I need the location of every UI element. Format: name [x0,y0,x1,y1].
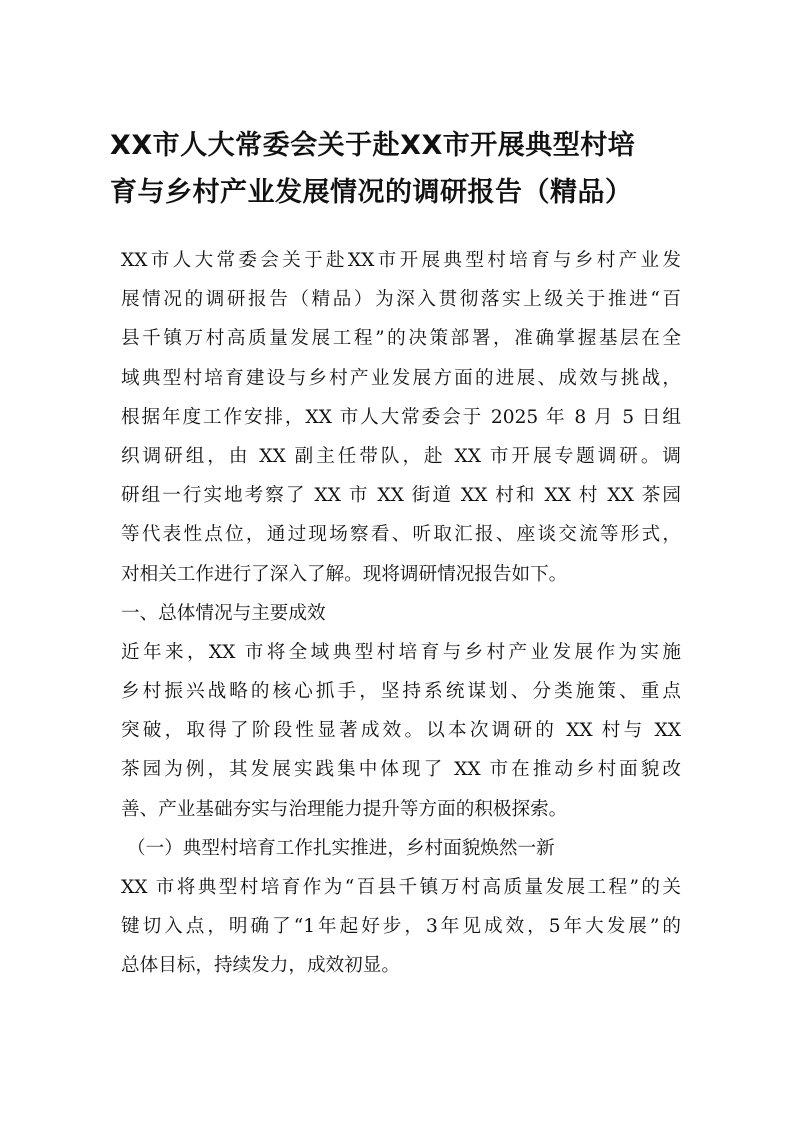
text-line: 键切入点，明确了“1年起好步，3年见成效，5年大发展”的 [121,916,681,938]
text-line: XX 市将典型村培育作为“百县千镇万村高质量发展工程”的关 [121,877,681,898]
intro-paragraph [121,241,681,594]
text-line: 根据年度工作安排，XX 市人大常委会于 2025 年 8 月 5 日组 [121,406,681,428]
text-line: 茶园为例，其发展实践集中体现了 XX 市在推动乡村面貌改 [121,759,681,781]
text-line: XX市人大常委会关于赴XX市开展典型村培育与乡村产业发 [121,250,681,271]
title-line: 育与乡村产业发展情况的调研报告（精品） [110,177,633,208]
section-heading: 一、总体情况与主要成效 [121,602,326,624]
document-title [110,122,690,216]
subsection1-paragraph [121,868,681,986]
section1-paragraph [121,633,681,829]
text-line: 突破，取得了阶段性显著成效。以本次调研的 XX 村与 XX [121,720,681,742]
text-line: 县千镇万村高质量发展工程”的决策部署，准确掌握基层在全 [121,328,681,350]
text-line: 展情况的调研报告（精品）为深入贯彻落实上级关于推进“百 [121,289,681,311]
text-line: 乡村振兴战略的核心抓手，坚持系统谋划、分类施策、重点 [121,681,681,703]
subsection-heading: （一）典型村培育工作扎实推进，乡村面貌焕然一新 [127,837,555,859]
text-line: 总体目标，持续发力，成效初显。 [121,955,400,977]
text-line: 对相关工作进行了深入了解。现将调研情况报告如下。 [121,563,568,585]
text-line: 善、产业基础夯实与治理能力提升等方面的积极探索。 [121,798,568,820]
document-body [121,241,681,986]
text-line: 织调研组，由 XX 副主任带队，赴 XX 市开展专题调研。调 [121,445,681,467]
text-line: 域典型村培育建设与乡村产业发展方面的进展、成效与挑战， [121,367,681,389]
title-line: XX市人大常委会关于赴XX市开展典型村培 [110,130,636,161]
text-line: 等代表性点位，通过现场察看、听取汇报、座谈交流等形式， [121,524,681,546]
text-line: 研组一行实地考察了 XX 市 XX 街道 XX 村和 XX 村 XX 茶园 [121,485,681,507]
text-line: 近年来，XX 市将全域典型村培育与乡村产业发展作为实施 [121,641,681,663]
